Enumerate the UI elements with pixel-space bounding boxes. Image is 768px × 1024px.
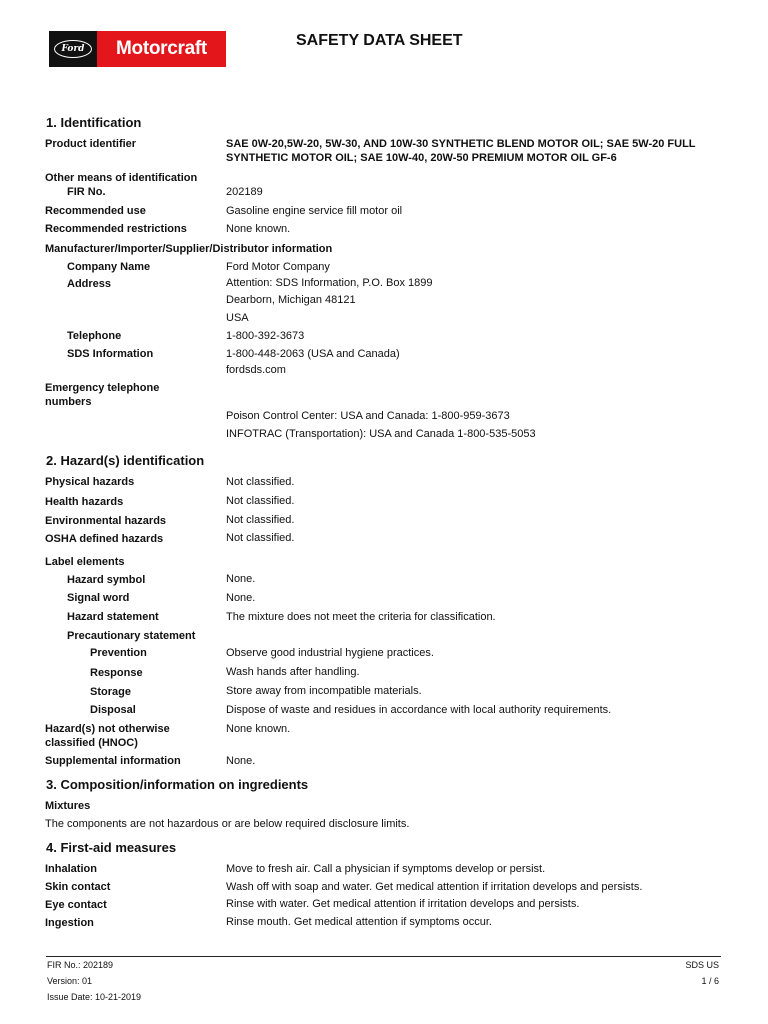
environmental-hazards-value: Not classified. (226, 514, 295, 526)
recommended-use-value: Gasoline engine service fill motor oil (226, 205, 403, 217)
emergency-poison-control: Poison Control Center: USA and Canada: 1-800-959-3673 (226, 410, 510, 422)
sds-information-website: fordsds.com (226, 364, 286, 376)
signal-word-label: Signal word (67, 592, 130, 604)
signal-word-value: None. (226, 592, 256, 604)
recommended-restrictions-value: None known. (226, 223, 291, 235)
section-2-heading: 2. Hazard(s) identification (46, 453, 205, 468)
skin-contact-value: Wash off with soap and water. Get medical attention if irritation develops and persists. (226, 881, 643, 893)
eye-contact-label: Eye contact (45, 899, 107, 911)
supplemental-information-value: None. (226, 755, 256, 767)
document-title: SAFETY DATA SHEET (296, 32, 463, 49)
footer-document-type: SDS US (685, 960, 719, 970)
prevention-label: Prevention (90, 647, 147, 659)
disposal-label: Disposal (90, 704, 136, 716)
address-line-3: USA (226, 312, 249, 324)
hazard-statement-value: The mixture does not meet the criteria for classification. (226, 611, 496, 623)
storage-label: Storage (90, 686, 131, 698)
address-line-1: Attention: SDS Information, P.O. Box 1899 (226, 277, 433, 289)
product-identifier-line-1: SAE 0W-20,5W-20, 5W-30, AND 10W-30 SYNTHETIC BLEND MOTOR OIL; SAE 5W-20 FULL (226, 138, 696, 150)
emergency-label-line-1: Emergency telephone (45, 382, 160, 394)
fir-value: 202189 (226, 186, 263, 198)
address-line-2: Dearborn, Michigan 48121 (226, 294, 356, 306)
health-hazards-label: Health hazards (45, 496, 124, 508)
inhalation-label: Inhalation (45, 863, 97, 875)
ingestion-value: Rinse mouth. Get medical attention if symptoms occur. (226, 916, 492, 928)
ingestion-label: Ingestion (45, 917, 94, 929)
fir-label: FIR No. (67, 186, 106, 198)
product-identifier-label: Product identifier (45, 138, 137, 150)
response-label: Response (90, 667, 143, 679)
osha-hazards-value: Not classified. (226, 532, 295, 544)
footer-divider (46, 956, 721, 957)
supplemental-information-label: Supplemental information (45, 755, 181, 767)
skin-contact-label: Skin contact (45, 881, 111, 893)
ford-oval-logo: Ford (49, 31, 97, 67)
response-value: Wash hands after handling. (226, 666, 360, 678)
footer-version: Version: 01 (47, 976, 93, 986)
physical-hazards-label: Physical hazards (45, 476, 135, 488)
telephone-label: Telephone (67, 330, 122, 342)
hazard-statement-label: Hazard statement (67, 611, 159, 623)
label-elements-label: Label elements (45, 556, 125, 568)
precautionary-statement-label: Precautionary statement (67, 630, 196, 642)
eye-contact-value: Rinse with water. Get medical attention if irritation develops and persists. (226, 898, 580, 910)
health-hazards-value: Not classified. (226, 495, 295, 507)
inhalation-value: Move to fresh air. Call a physician if symptoms develop or persist. (226, 863, 546, 875)
company-name-label: Company Name (67, 261, 151, 273)
telephone-value: 1-800-392-3673 (226, 330, 305, 342)
motorcraft-wordmark: Motorcraft (116, 38, 207, 59)
sds-information-label: SDS Information (67, 348, 154, 360)
mixtures-label: Mixtures (45, 800, 91, 812)
company-name-value: Ford Motor Company (226, 261, 330, 273)
physical-hazards-value: Not classified. (226, 476, 295, 488)
other-means-label: Other means of identification (45, 172, 198, 184)
product-identifier-line-2: SYNTHETIC MOTOR OIL; SAE 10W-40, 20W-50 PREMIUM MOTOR OIL GF-6 (226, 152, 617, 164)
manufacturer-label: Manufacturer/Importer/Supplier/Distributor information (45, 243, 333, 255)
recommended-use-label: Recommended use (45, 205, 146, 217)
motorcraft-logo (49, 31, 226, 67)
disposal-value: Dispose of waste and residues in accordance with local authority requirements. (226, 704, 612, 716)
prevention-value: Observe good industrial hygiene practices. (226, 647, 434, 659)
address-label: Address (67, 278, 112, 290)
recommended-restrictions-label: Recommended restrictions (45, 223, 187, 235)
environmental-hazards-label: Environmental hazards (45, 515, 167, 527)
osha-hazards-label: OSHA defined hazards (45, 533, 164, 545)
emergency-infotrac: INFOTRAC (Transportation): USA and Canada 1-800-535-5053 (226, 428, 536, 440)
emergency-label-line-2: numbers (45, 396, 92, 408)
hazard-symbol-label: Hazard symbol (67, 574, 146, 586)
mixtures-text: The components are not hazardous or are below required disclosure limits. (45, 818, 410, 830)
hnoc-value: None known. (226, 723, 291, 735)
footer-fir-number: FIR No.: 202189 (47, 960, 114, 970)
section-1-heading: 1. Identification (46, 115, 142, 130)
storage-value: Store away from incompatible materials. (226, 685, 422, 697)
sds-information-phone: 1-800-448-2063 (USA and Canada) (226, 348, 400, 360)
section-3-heading: 3. Composition/information on ingredients (46, 777, 309, 792)
hnoc-label-line-1: Hazard(s) not otherwise (45, 723, 170, 735)
hazard-symbol-value: None. (226, 573, 256, 585)
section-4-heading: 4. First-aid measures (46, 840, 177, 855)
hnoc-label-line-2: classified (HNOC) (45, 737, 138, 749)
footer-issue-date: Issue Date: 10-21-2019 (47, 992, 142, 1002)
footer-page-number: 1 / 6 (701, 976, 719, 986)
